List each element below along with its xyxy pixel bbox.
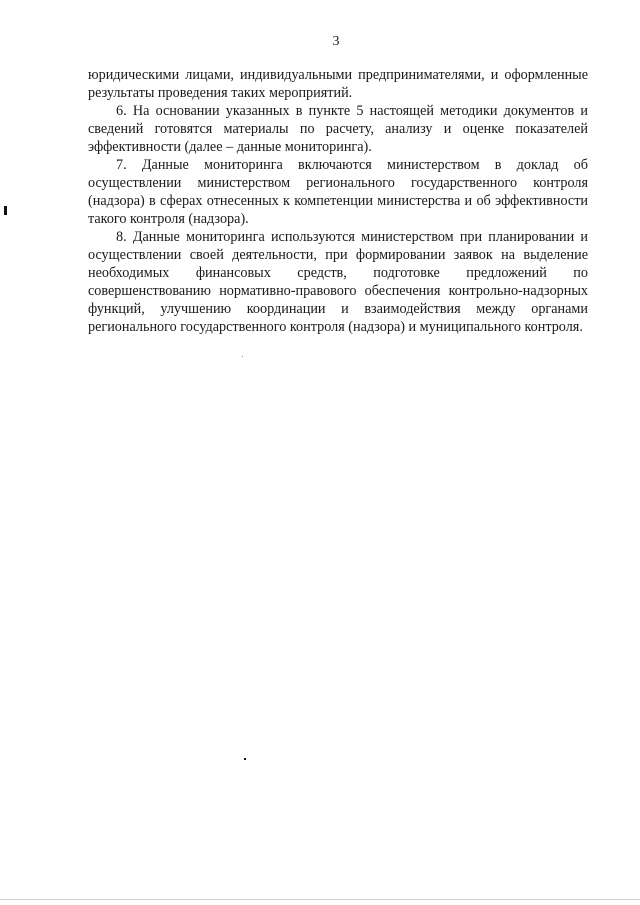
document-body (88, 66, 588, 336)
paragraph-7: 7. Данные мониторинга включаются министерством в доклад об осуществлении министерством регионального государственного контроля (надзора) в сферах отнесенных к компетенции министерства и об эффективности такого контроля (надзора). (88, 157, 588, 227)
paragraph-8: 8. Данные мониторинга используются министерством при планировании и осуществлении своей деятельности, при формировании заявок на выделение необходимых финансовых средств, подготовке предложений по совершенствованию нормативно-правового обеспечения контрольно-надзорных функций, улучшению координации и взаимодействия между органами регионального государственного контроля (надзора) и муниципального контроля. (88, 229, 588, 335)
scan-speck (244, 758, 246, 760)
page-bottom-edge (0, 899, 640, 900)
scan-margin-mark (4, 206, 7, 215)
paragraph-continuation: юридическими лицами, индивидуальными предпринимателями, и оформленные результаты проведения таких мероприятий. (88, 67, 588, 101)
scan-speck (242, 356, 243, 357)
page-number: 3 (332, 34, 340, 49)
paragraph-6: 6. На основании указанных в пункте 5 настоящей методики документов и сведений готовятся материалы по расчету, анализу и оценке показателей эффективности (далее – данные мониторинга). (88, 103, 588, 155)
